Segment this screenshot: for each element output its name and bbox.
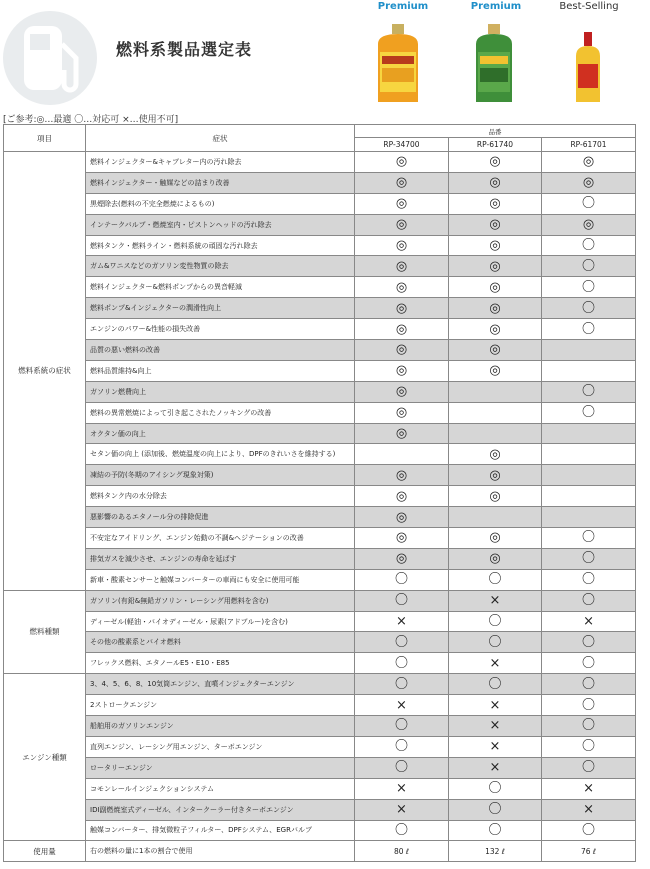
- table-row: [4, 736, 636, 757]
- header-item: 項目: [4, 125, 86, 152]
- product-selection-table: [3, 124, 636, 862]
- symptom-label: オクタン価の向上: [86, 423, 355, 444]
- suitability-mark-2: ×: [449, 653, 542, 674]
- suitability-mark-2: ◎: [449, 319, 542, 340]
- product-bottle-rp61701: [568, 30, 608, 106]
- suitability-mark-2: ◎: [449, 465, 542, 486]
- suitability-mark-3: 〇: [542, 381, 636, 402]
- suitability-mark-2: ◎: [449, 340, 542, 361]
- suitability-mark-2: ◎: [449, 528, 542, 549]
- table-row: [4, 381, 636, 402]
- table-row: [4, 423, 636, 444]
- suitability-mark-3: [542, 360, 636, 381]
- usage-amount-3: 76 ℓ: [542, 841, 636, 862]
- suitability-mark-1: ×: [355, 695, 449, 716]
- symptom-label: 排気ガスを減少させ、エンジンの寿命を延ばす: [86, 548, 355, 569]
- suitability-mark-3: [542, 507, 636, 528]
- category-cell: 燃料系統の症状: [4, 152, 86, 591]
- suitability-mark-1: ×: [355, 611, 449, 632]
- symptom-label: 燃料インジェクター・触媒などの詰まり改善: [86, 172, 355, 193]
- suitability-mark-1: 〇: [355, 716, 449, 737]
- suitability-mark-2: ◎: [449, 172, 542, 193]
- suitability-mark-2: ×: [449, 716, 542, 737]
- table-row: [4, 507, 636, 528]
- header-symptom: 症状: [86, 125, 355, 152]
- suitability-mark-1: ◎: [355, 235, 449, 256]
- suitability-mark-1: 〇: [355, 757, 449, 778]
- suitability-mark-3: 〇: [542, 319, 636, 340]
- table-row: [4, 716, 636, 737]
- suitability-mark-1: ◎: [355, 277, 449, 298]
- suitability-mark-2: 〇: [449, 799, 542, 820]
- table-row: [4, 799, 636, 820]
- suitability-mark-1: ◎: [355, 214, 449, 235]
- suitability-mark-3: 〇: [542, 757, 636, 778]
- suitability-mark-1: 〇: [355, 820, 449, 841]
- suitability-mark-3: [542, 340, 636, 361]
- symptom-label: その他の酸素系とバイオ燃料: [86, 632, 355, 653]
- table-row: [4, 778, 636, 799]
- header-code-3: RP-61701: [542, 138, 636, 152]
- symptom-label: 燃料インジェクター&燃料ポンプからの異音軽減: [86, 277, 355, 298]
- table-row: [4, 444, 636, 465]
- suitability-mark-3: ◎: [542, 214, 636, 235]
- suitability-mark-2: ◎: [449, 152, 542, 173]
- symptom-label: インテークバルブ・燃焼室内・ピストンヘッドの汚れ除去: [86, 214, 355, 235]
- header-code-1: RP-34700: [355, 138, 449, 152]
- suitability-mark-2: [449, 423, 542, 444]
- table-row: [4, 256, 636, 277]
- suitability-mark-1: ◎: [355, 256, 449, 277]
- suitability-mark-1: ◎: [355, 423, 449, 444]
- suitability-mark-3: ×: [542, 799, 636, 820]
- suitability-mark-1: ◎: [355, 360, 449, 381]
- suitability-mark-2: ◎: [449, 444, 542, 465]
- suitability-mark-3: 〇: [542, 298, 636, 319]
- table-row: [4, 653, 636, 674]
- suitability-mark-1: 〇: [355, 736, 449, 757]
- symptom-label: ロータリーエンジン: [86, 757, 355, 778]
- table-row: [4, 193, 636, 214]
- table-row: [4, 402, 636, 423]
- suitability-mark-3: 〇: [542, 820, 636, 841]
- page-title: 燃料系製品選定表: [116, 40, 253, 59]
- suitability-mark-3: [542, 465, 636, 486]
- suitability-mark-1: [355, 444, 449, 465]
- product-bottle-rp61740: [466, 22, 526, 106]
- suitability-mark-3: 〇: [542, 590, 636, 611]
- suitability-mark-1: ◎: [355, 402, 449, 423]
- table-row: [4, 528, 636, 549]
- table-row: [4, 172, 636, 193]
- symptom-label: ディーゼル(軽油・バイオディーゼル・尿素(アドブルー)を含む): [86, 611, 355, 632]
- suitability-mark-3: 〇: [542, 736, 636, 757]
- symptom-label: 新車・酸素センサーと触媒コンバーターの車両にも安全に使用可能: [86, 569, 355, 590]
- table-row: [4, 214, 636, 235]
- symptom-label: 燃料タンク・燃料ライン・燃料系統の頑固な汚れ除去: [86, 235, 355, 256]
- suitability-mark-1: ◎: [355, 381, 449, 402]
- suitability-mark-1: 〇: [355, 590, 449, 611]
- category-cell: 燃料種類: [4, 590, 86, 674]
- suitability-mark-1: ◎: [355, 465, 449, 486]
- suitability-mark-3: 〇: [542, 632, 636, 653]
- suitability-mark-2: ×: [449, 695, 542, 716]
- table-row: [4, 695, 636, 716]
- suitability-mark-2: [449, 402, 542, 423]
- table-row: [4, 298, 636, 319]
- suitability-mark-2: ◎: [449, 235, 542, 256]
- table-row: [4, 590, 636, 611]
- symptom-label: 触媒コンバーター、排気微粒子フィルター、DPFシステム、EGRバルブ: [86, 820, 355, 841]
- table-row: [4, 757, 636, 778]
- table-row: [4, 611, 636, 632]
- suitability-mark-2: ◎: [449, 486, 542, 507]
- suitability-mark-3: [542, 423, 636, 444]
- table-row: [4, 820, 636, 841]
- table-row: [4, 340, 636, 361]
- suitability-mark-1: 〇: [355, 569, 449, 590]
- symptom-label: セタン価の向上 (添加後、燃焼温度の向上により、DPFのきれいさを維持する): [86, 444, 355, 465]
- table-row: [4, 674, 636, 695]
- suitability-mark-3: [542, 486, 636, 507]
- symptom-label: フレックス燃料、エタノールE5・E10・E85: [86, 653, 355, 674]
- suitability-mark-3: 〇: [542, 653, 636, 674]
- suitability-mark-3: ×: [542, 778, 636, 799]
- suitability-mark-1: ◎: [355, 152, 449, 173]
- suitability-mark-2: ×: [449, 590, 542, 611]
- category-cell: エンジン種類: [4, 674, 86, 841]
- suitability-mark-1: ◎: [355, 340, 449, 361]
- table-row: [4, 465, 636, 486]
- suitability-mark-3: 〇: [542, 193, 636, 214]
- symptom-label: 悪影響のあるエタノール分の排除促進: [86, 507, 355, 528]
- table-row: [4, 569, 636, 590]
- symptom-label: IDI副燃焼室式ディーゼル、インタークーラー付きターボエンジン: [86, 799, 355, 820]
- suitability-mark-2: ◎: [449, 360, 542, 381]
- suitability-mark-2: 〇: [449, 778, 542, 799]
- product-tier-2: Premium: [470, 1, 522, 12]
- product-tier-1: Premium: [377, 1, 429, 12]
- symptom-label: 燃料ポンプ&インジェクターの潤滑性向上: [86, 298, 355, 319]
- table-row: [4, 319, 636, 340]
- suitability-mark-3: 〇: [542, 277, 636, 298]
- symptom-label: 燃料タンク内の水分除去: [86, 486, 355, 507]
- table-row: [4, 152, 636, 173]
- product-bottle-rp34700: [368, 22, 432, 106]
- suitability-mark-3: ◎: [542, 152, 636, 173]
- legend-text: [ご参考:◎…最適 〇…対応可 ×…使用不可]: [3, 115, 179, 125]
- suitability-mark-3: 〇: [542, 256, 636, 277]
- suitability-mark-1: ×: [355, 778, 449, 799]
- suitability-mark-2: ×: [449, 736, 542, 757]
- suitability-mark-1: ◎: [355, 172, 449, 193]
- suitability-mark-2: [449, 507, 542, 528]
- suitability-mark-2: 〇: [449, 632, 542, 653]
- suitability-mark-1: ◎: [355, 528, 449, 549]
- header-code-2: RP-61740: [449, 138, 542, 152]
- suitability-mark-1: ◎: [355, 298, 449, 319]
- suitability-mark-2: ◎: [449, 256, 542, 277]
- suitability-mark-3: 〇: [542, 695, 636, 716]
- usage-label: 右の燃料の量に1本の割合で使用: [86, 841, 355, 862]
- symptom-label: 燃料品質維持&向上: [86, 360, 355, 381]
- symptom-label: 船舶用のガソリンエンジン: [86, 716, 355, 737]
- header-part-no: 品番: [355, 125, 636, 138]
- suitability-mark-3: 〇: [542, 674, 636, 695]
- suitability-mark-3: 〇: [542, 402, 636, 423]
- symptom-label: 不安定なアイドリング、エンジン始動の不調&ヘジテーションの改善: [86, 528, 355, 549]
- suitability-mark-2: 〇: [449, 674, 542, 695]
- suitability-mark-3: 〇: [542, 528, 636, 549]
- symptom-label: 燃料インジェクター&キャブレター内の汚れ除去: [86, 152, 355, 173]
- suitability-mark-1: ◎: [355, 319, 449, 340]
- suitability-mark-3: 〇: [542, 716, 636, 737]
- symptom-label: 黒煙除去(燃料の不完全燃焼によるもの): [86, 193, 355, 214]
- suitability-mark-1: 〇: [355, 632, 449, 653]
- suitability-mark-1: ◎: [355, 193, 449, 214]
- suitability-mark-2: 〇: [449, 820, 542, 841]
- symptom-label: ガム&ワニスなどのガソリン変性物質の除去: [86, 256, 355, 277]
- table-row: [4, 360, 636, 381]
- suitability-mark-1: 〇: [355, 653, 449, 674]
- usage-amount-2: 132 ℓ: [449, 841, 542, 862]
- suitability-mark-2: ◎: [449, 548, 542, 569]
- symptom-label: 直列エンジン、レーシング用エンジン、ターボエンジン: [86, 736, 355, 757]
- usage-amount-1: 80 ℓ: [355, 841, 449, 862]
- fuel-pump-logo-icon: [2, 8, 98, 108]
- symptom-label: 3、4、5、6、8、10気筒エンジン、直噴インジェクターエンジン: [86, 674, 355, 695]
- suitability-mark-1: ×: [355, 799, 449, 820]
- table-row: [4, 548, 636, 569]
- usage-row: [4, 841, 636, 862]
- suitability-mark-2: ◎: [449, 193, 542, 214]
- symptom-label: ガソリン燃費向上: [86, 381, 355, 402]
- table-row: [4, 632, 636, 653]
- table-row: [4, 486, 636, 507]
- symptom-label: 品質の悪い燃料の改善: [86, 340, 355, 361]
- symptom-label: 2ストロークエンジン: [86, 695, 355, 716]
- suitability-mark-2: ◎: [449, 277, 542, 298]
- suitability-mark-3: 〇: [542, 235, 636, 256]
- suitability-mark-1: ◎: [355, 548, 449, 569]
- suitability-mark-2: [449, 381, 542, 402]
- symptom-label: エンジンのパワー&性能の損失改善: [86, 319, 355, 340]
- suitability-mark-2: 〇: [449, 569, 542, 590]
- symptom-label: コモンレールインジェクションシステム: [86, 778, 355, 799]
- table-row: [4, 235, 636, 256]
- symptom-label: ガソリン(有鉛&無鉛ガソリン・レーシング用燃料を含む): [86, 590, 355, 611]
- suitability-mark-2: ×: [449, 757, 542, 778]
- suitability-mark-3: ×: [542, 611, 636, 632]
- suitability-mark-1: 〇: [355, 674, 449, 695]
- suitability-mark-3: [542, 444, 636, 465]
- product-tier-3: Best-Selling: [559, 1, 619, 12]
- suitability-mark-3: 〇: [542, 548, 636, 569]
- table-row: [4, 277, 636, 298]
- suitability-mark-3: ◎: [542, 172, 636, 193]
- suitability-mark-2: 〇: [449, 611, 542, 632]
- suitability-mark-2: ◎: [449, 214, 542, 235]
- usage-category: 使用量: [4, 841, 86, 862]
- symptom-label: 燃料の異常燃焼によって引き起こされたノッキングの改善: [86, 402, 355, 423]
- suitability-mark-3: 〇: [542, 569, 636, 590]
- suitability-mark-1: ◎: [355, 486, 449, 507]
- suitability-mark-2: ◎: [449, 298, 542, 319]
- symptom-label: 凍結の予防(冬期のアイシング現象対策): [86, 465, 355, 486]
- suitability-mark-1: ◎: [355, 507, 449, 528]
